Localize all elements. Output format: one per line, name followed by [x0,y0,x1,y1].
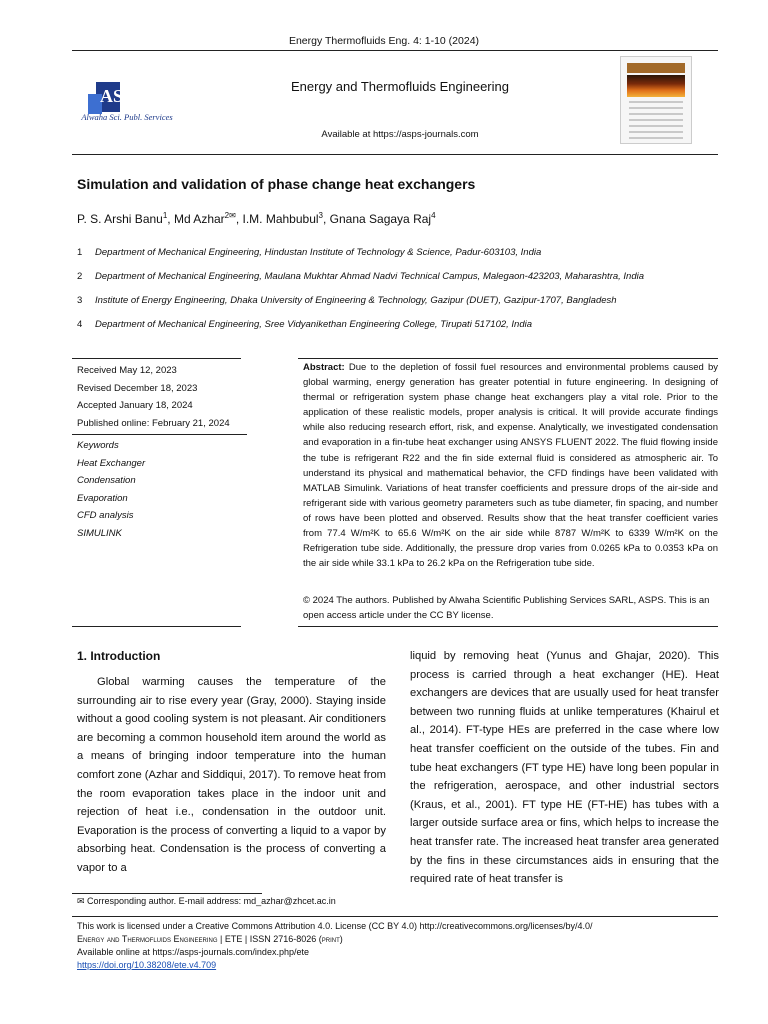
keyword: Heat Exchanger [77,457,146,469]
author-affil-mark: 2✉ [224,211,236,220]
meta-rule-top [72,358,241,359]
author-affil-mark: 4 [431,211,436,220]
doi-link[interactable]: https://doi.org/10.38208/ete.v4.709 [77,960,217,970]
logo-text: ASPS [100,86,145,106]
corresponding-author-note: ✉ Corresponding author. E-mail address: md_azhar@zhcet.ac.in [77,896,336,906]
abstract-label: Abstract: [303,362,345,373]
author-list: P. S. Arshi Banu$^1$, Md Azhar$^{2✉}$, I.M. Mahbubul$^3$, Gnana Sagaya Raj$^4$ [77,211,436,226]
published-date: Published online: February 21, 2024 [77,417,230,429]
license-text: This work is licensed under a Creative Commons Attribution 4.0. License (CC BY 4.0) http://creativecommons.org/licenses/by/4.0/ [77,921,593,931]
meta-rule-bottom [72,626,241,627]
keyword: Evaporation [77,492,128,504]
affiliation: 1 Department of Mechanical Engineering, Hindustan Institute of Technology & Science, Padur-603103, India [77,247,542,258]
abstract-text: Due to the depletion of fossil fuel resources and environmental problems caused by global warming, energy generation has greater potential in future engineering. In designing of thermal or refrigeration system phase change heat exchangers play a vital role. Prior to the application of these realistic models, proper analysis is critical. It will provide accurate findings while also reducing research effort, risk, and expense. Analytically, we investigated condensation and evaporation in a fin-tube heat exchanger using ANSYS FLUENT 2022. The fluid flowing inside the tube is refrigerant R22 and the fin side external fluid is considered as atmospheric air. To understand its physical and mathematical behavior, the CFD findings have been validated with MATLAB Simulink. Variations of heat transfer coefficients and pressure drops of the air-side and refrigerant side with various geometry parameters such as tube diameter, fin spacing, and number of rows have been plotted and observed. Results show that the heat transfer coefficient varies from 77.4 W/m²K to 65.6 W/m²K on the air side while 8787 W/m²K to 6339 W/m²K on the Refrigeration tube side. Additionally, the pressure drop varies from 0.0265 kPa to 0.0353 kPa on the air side while 33.1 kPa to 26.2 kPa on the Refrigeration tube side. [303,362,718,570]
abstract-rule-top [298,358,718,359]
copyright-notice: © 2024 The authors. Published by Alwaha Scientific Publishing Services SARL, ASPS. This is an open access article under the CC BY license. [303,595,710,622]
affiliation: 3 Institute of Energy Engineering, Dhaka University of Engineering & Technology, Gazipur (DUET), Gazipur-1707, Bangladesh [77,295,617,306]
header-rule-top [72,50,718,51]
author-affil-mark: 1 [162,211,168,220]
abstract-rule-bottom [298,626,718,627]
abstract [303,360,718,571]
article-title: Simulation and validation of phase change heat exchangers [77,176,476,192]
section-heading: 1. Introduction [77,649,161,663]
keyword: SIMULINK [77,527,122,539]
footer-rule [72,916,718,917]
affiliation: 4 Department of Mechanical Engineering, Sree Vidyanikethan Engineering College, Tirupati 517102, India [77,319,533,330]
received-date: Received May 12, 2023 [77,365,177,376]
header-rule-bottom [72,154,718,155]
footnote-rule [72,893,262,894]
affiliation-list [77,247,727,343]
keyword: CFD analysis [77,510,134,521]
journal-reference: Energy Thermofluids Eng. 4: 1-10 (2024) [288,35,480,47]
online-availability: Available online at https://asps-journals.com/index.php/ete [77,947,309,957]
article-history [77,362,242,542]
accepted-date: Accepted January 18, 2024 [77,400,193,411]
keyword: Condensation [77,475,136,486]
author-name: Md Azhar [173,212,225,226]
journal-issn: Energy and Thermofluids Engineering | ETE | ISSN 2716-8026 (print) [77,934,343,944]
author-name: Gnana Sagaya Raj [329,212,432,226]
journal-cover-image [620,56,692,144]
journal-availability: Available at https://asps-journals.com [321,129,479,140]
intro-text-right: liquid by removing heat (Yunus and Ghajar, 2020). This process is carried through a heat exchanger (HE). Heat exchangers are devices that are usually used for heat transfer between two running fluids at unlike temperatures (Khairul et al., 2014). FT-type HEs are preferred in the case where low heat transfer coefficient on the outside of the tubes. Fin and tube heat exchangers (FT type HE) have long been popular in the refrigeration, aerospace, and other industrial sectors (Kraus, et al., 2001). FT type HE (FT-HE) has tubes with a larger outside surface area or fins, which helps to increase the heat transfer rate. The increased heat transfer area generated by the fins in these circumstances aids in ensuring that the required rate of heat transfer is [410,650,719,886]
logo-subtitle: Alwaha Sci. Publ. Services [81,112,173,122]
keywords-label: Keywords [77,440,119,451]
author-name: I.M. Mahbubul [242,212,319,226]
revised-date: Revised December 18, 2023 [77,382,198,394]
journal-name: Energy and Thermofluids Engineering [290,79,509,94]
author-name: P. S. Arshi Banu [77,212,163,226]
affiliation: 2 Department of Mechanical Engineering, Maulana Mukhtar Ahmad Nadvi Technical Campus, Malegaon-423203, Maharashtra, India [77,271,645,282]
intro-text-left: Global warming causes the temperature of the surrounding air to rise every year (Gray, 2000). Staying inside without a good cooling system is not pleasant. Air conditioners are becoming a common household item around the world as a means of bringing indoor temperature into the human comfort zone (Azhar and Siddiqui, 2017). To remove heat from the room evaporation takes place in the indoor unit and rejection of heat i.e., condensation in the outdoor unit. Evaporation is the process of converting a liquid to a vapor by absorbing heat. Condensation is the process of converting a vapor to a [77,676,386,874]
author-affil-mark: 3 [318,211,323,220]
license-block [77,920,717,972]
